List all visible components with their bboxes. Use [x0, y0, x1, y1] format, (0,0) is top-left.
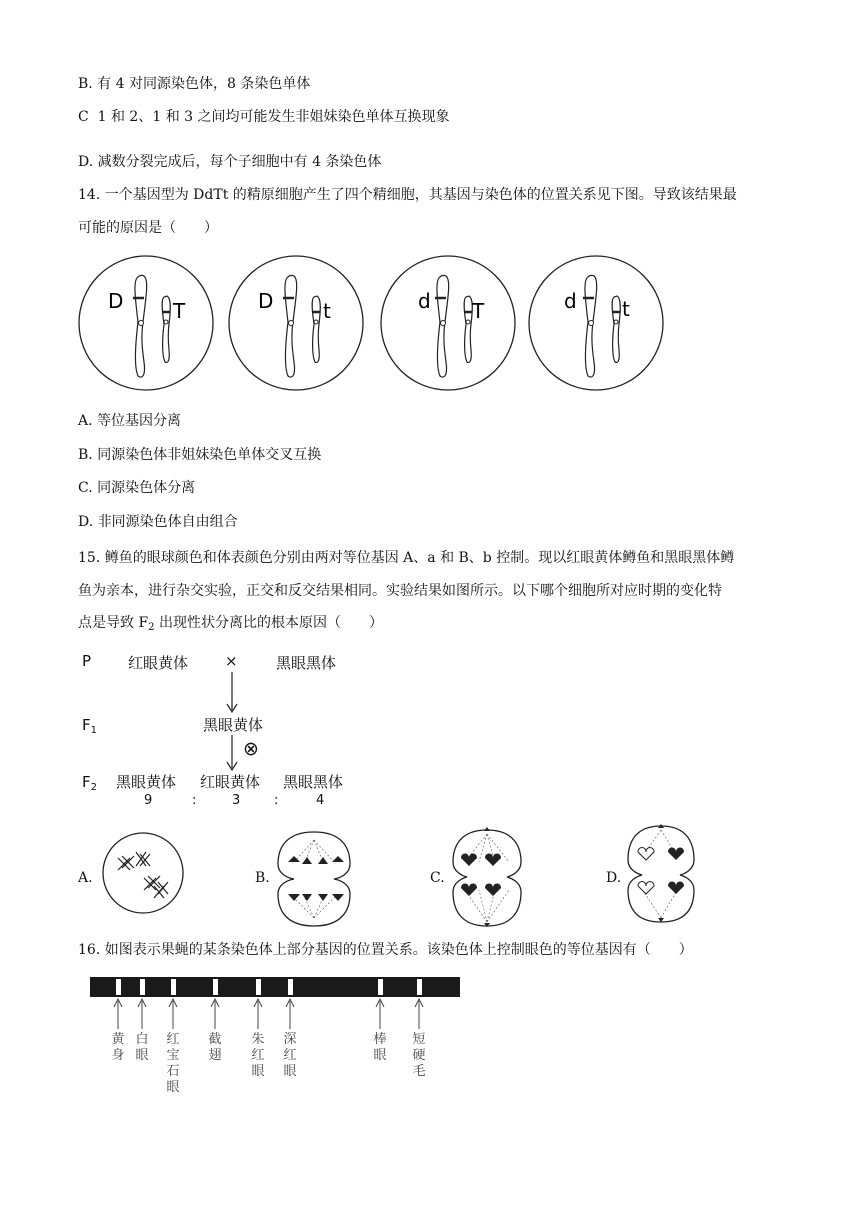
gene-label-cut-wing: 截翅 — [208, 1032, 222, 1063]
ratio-4: 4 — [316, 793, 325, 808]
f2-phenotype-2: 红眼黄体 — [200, 773, 261, 791]
gene-label-ruby-eye: 红宝石眼 — [166, 1032, 180, 1095]
option-c-q13 — [78, 107, 450, 127]
q14-option-d: D. 非同源染色体自由组合 — [78, 514, 238, 530]
gene-label-white-eye: 白眼 — [135, 1032, 149, 1063]
q14-cells-figure — [78, 252, 678, 394]
q14-stem-line1: 14. 一个基因型为 DdTt 的精原细胞产生了四个精细胞，其基因与染色体的位置关系见下图。导致该结果最 — [78, 187, 737, 203]
sperm-cell-2 — [229, 256, 363, 390]
p-right-phenotype: 黑眼黑体 — [276, 654, 337, 672]
q15-option-a-label: A. — [78, 870, 93, 886]
self-cross-symbol: ⊗ — [243, 738, 259, 760]
q15-option-b-cell — [274, 828, 354, 930]
sperm-cell-1 — [79, 256, 213, 390]
option-c-text: 1 和 2、1 和 3 之间均可能发生非姐妹染色单体互换现象 — [97, 109, 450, 125]
ratio-colon-1: : — [192, 793, 197, 808]
gene-label-long-4: d — [564, 289, 577, 313]
gene-label-long-1: D — [108, 289, 124, 313]
q16-stem: 16. 如图表示果蝇的某条染色体上部分基因的位置关系。该染色体上控制眼色的等位基因有（ ） — [78, 942, 693, 958]
q15-option-d-cell — [624, 822, 698, 926]
gene-label-short-bristle: 短硬毛 — [412, 1032, 426, 1079]
q15-stem-line1: 15. 鳟鱼的眼球颜色和体表颜色分别由两对等位基因 A、a 和 B、b 控制。现以红眼黄体鳟鱼和黑眼黑体鳟 — [78, 550, 735, 566]
sperm-cell-4 — [529, 256, 663, 390]
q14-option-a: A. 等位基因分离 — [78, 413, 182, 429]
q15-option-d-label: D. — [606, 870, 622, 886]
f2-label: $F_2$ — [82, 773, 98, 793]
p-label: P — [82, 652, 92, 670]
ratio-colon-2: : — [274, 793, 279, 808]
q15-stem-line3: 点是导致 $F_2$ 出现性状分离比的根本原因（ ） — [78, 615, 383, 633]
gene-label-deep-red-eye: 深红眼 — [283, 1032, 297, 1079]
q15-option-c-cell — [449, 826, 525, 930]
q14-stem-line2: 可能的原因是（ ） — [78, 220, 218, 236]
q15-option-b-label: B. — [255, 870, 270, 886]
gene-label-short-3: T — [472, 299, 485, 323]
f1-phenotype: 黑眼黄体 — [203, 716, 264, 734]
gene-arrows — [90, 997, 462, 1031]
q15-option-a-cell — [100, 830, 186, 916]
f1-label: $F_1$ — [82, 716, 98, 736]
q14-option-c: C. 同源染色体分离 — [78, 480, 196, 496]
ratio-3: 3 — [232, 793, 241, 808]
f2-phenotype-1: 黑眼黄体 — [116, 773, 177, 791]
q14-option-b: B. 同源染色体非姐妹染色单体交叉互换 — [78, 447, 322, 463]
gene-label-vermilion-eye: 朱红眼 — [251, 1032, 265, 1079]
f2-phenotype-3: 黑眼黑体 — [283, 773, 344, 791]
gene-label-long-3: d — [418, 289, 431, 313]
option-c-letter: C — [78, 109, 89, 125]
option-b-q13: B. 有 4 对同源染色体，8 条染色单体 — [78, 76, 311, 92]
cross-symbol: × — [225, 652, 238, 670]
q15-stem-line2: 鱼为亲本，进行杂交实验，正交和反交结果相同。实验结果如图所示。以下哪个细胞所对应时期的变化特 — [78, 583, 722, 599]
gene-label-short-1: T — [173, 299, 186, 323]
gene-label-long-2: D — [258, 289, 274, 313]
q15-option-c-label: C. — [430, 870, 445, 886]
gene-label-short-2: t — [323, 299, 331, 323]
option-d-q13: D. 减数分裂完成后，每个子细胞中有 4 条染色体 — [78, 154, 382, 170]
p-left-phenotype: 红眼黄体 — [128, 654, 189, 672]
sperm-cell-3 — [381, 256, 515, 390]
gene-label-yellow-body: 黄身 — [111, 1032, 125, 1063]
gene-label-bar-eye: 棒眼 — [373, 1032, 387, 1063]
gene-label-short-4: t — [622, 297, 630, 321]
ratio-9: 9 — [144, 793, 153, 808]
